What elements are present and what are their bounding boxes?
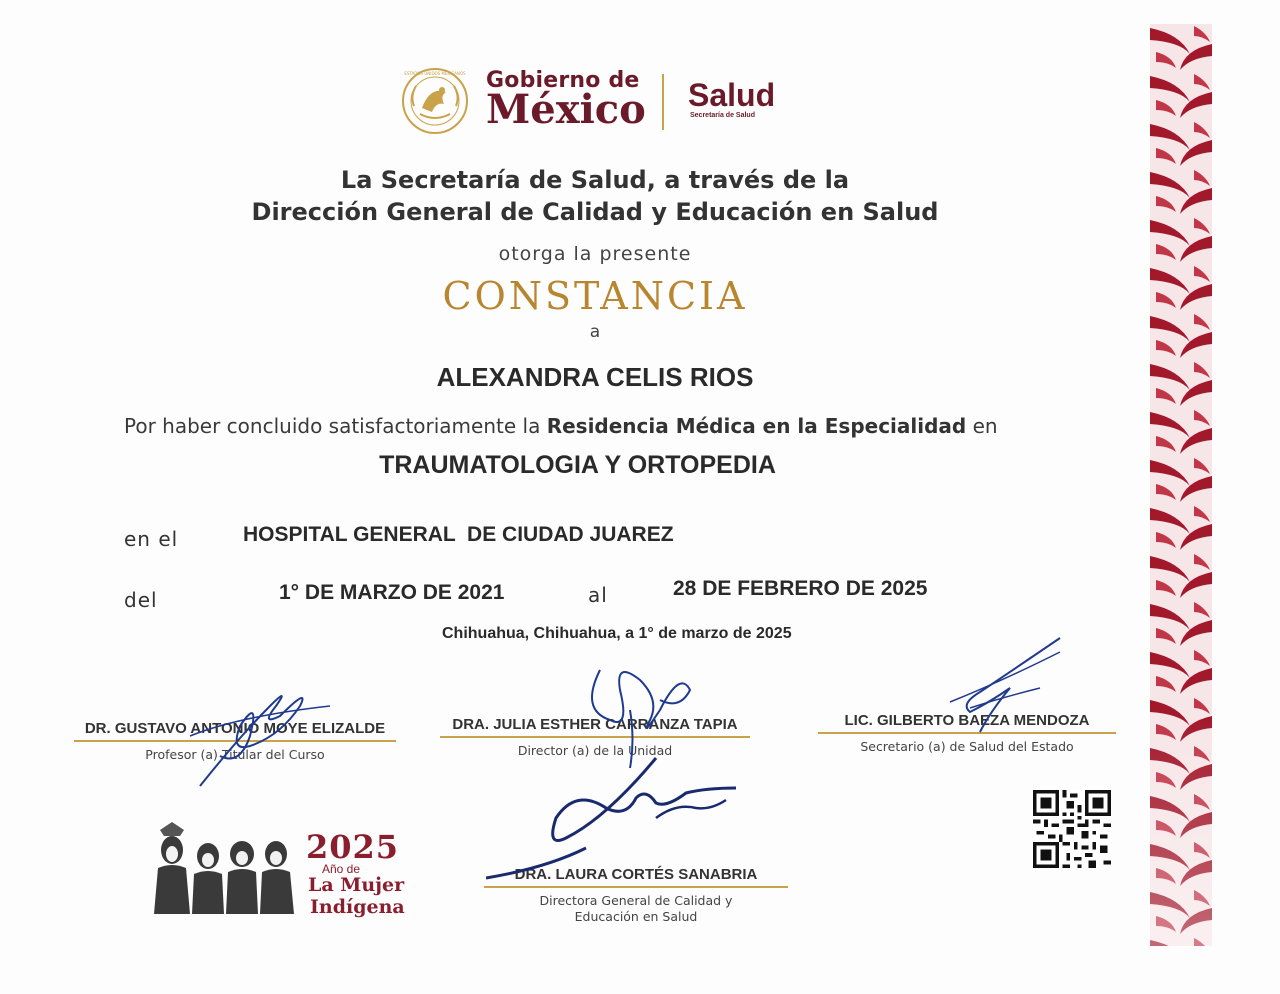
year-logo-year: 2025 (306, 828, 400, 866)
a-word: a (589, 322, 601, 342)
signer-1-title: Profesor (a) Titular del Curso (145, 747, 325, 762)
hospital-name: HOSPITAL GENERAL DE CIUDAD JUAREZ (243, 523, 674, 546)
intro-line2: Dirección General de Calidad y Educación en Salud (251, 198, 939, 226)
qr-code-icon (1032, 790, 1112, 868)
salud-subtitle: Secretaría de Salud (690, 112, 755, 119)
recipient-name: ALEXANDRA CELIS RIOS (436, 362, 754, 392)
statement-suffix: en (972, 414, 998, 438)
year-logo-line1: Año de (322, 862, 361, 876)
signature-1-icon (180, 666, 340, 796)
signature-3-icon (920, 632, 1070, 752)
signer-1-name: DR. GUSTAVO ANTONIO MOYE ELIZALDE (84, 720, 386, 737)
logo-divider (662, 74, 664, 130)
seal-text: ESTADOS UNIDOS MEXICANOS (404, 71, 466, 76)
decorative-border-pattern-icon (1150, 24, 1212, 946)
signer-3-title: Secretario (a) de Salud del Estado (860, 739, 1074, 754)
year-logo-line2: La Mujer (308, 874, 405, 896)
indigenous-women-illustration-icon (150, 818, 302, 918)
from-date: 1° DE MARZO DE 2021 (279, 581, 505, 604)
statement-prefix: Por haber concluido satisfactoriamente la (124, 414, 541, 438)
signer-4-name: DRA. LAURA CORTÉS SANABRIA (514, 866, 758, 883)
hospital-label: en el (124, 527, 179, 551)
intro-line1: La Secretaría de Salud, a través de la (340, 166, 850, 194)
gobierno-line2: México (486, 86, 646, 133)
otorga-text: otorga la presente (498, 243, 692, 265)
statement-line (124, 414, 998, 438)
gobierno-line1: Gobierno de (486, 68, 640, 93)
salud-title: Salud (688, 77, 776, 113)
issue-place-date: Chihuahua, Chihuahua, a 1° de marzo de 2025 (442, 625, 792, 642)
national-seal-icon (400, 66, 470, 136)
year-logo-line3: Indígena (310, 896, 405, 918)
signer-2-title: Director (a) de la Unidad (517, 743, 673, 758)
signer-2-name: DRA. JULIA ESTHER CARRANZA TAPIA (452, 716, 738, 733)
signer-3-name: LIC. GILBERTO BAEZA MENDOZA (844, 712, 1090, 729)
gobierno-wordmark (486, 68, 646, 133)
salud-wordmark (688, 78, 775, 119)
year-logo (150, 818, 410, 922)
to-label: al (588, 583, 608, 607)
document-title: CONSTANCIA (442, 274, 748, 318)
to-date: 28 DE FEBRERO DE 2025 (673, 577, 928, 600)
specialty-name: TRAUMATOLOGIA Y ORTOPEDIA (379, 451, 776, 479)
signer-4-title-line1: Directora General de Calidad y (539, 893, 733, 908)
statement-bold: Residencia Médica en la Especialidad (546, 414, 967, 438)
signer-4-title-line2: Educación en Salud (574, 909, 698, 924)
signature-4-icon (486, 748, 746, 888)
government-logo (400, 62, 800, 142)
from-label: del (124, 588, 158, 612)
